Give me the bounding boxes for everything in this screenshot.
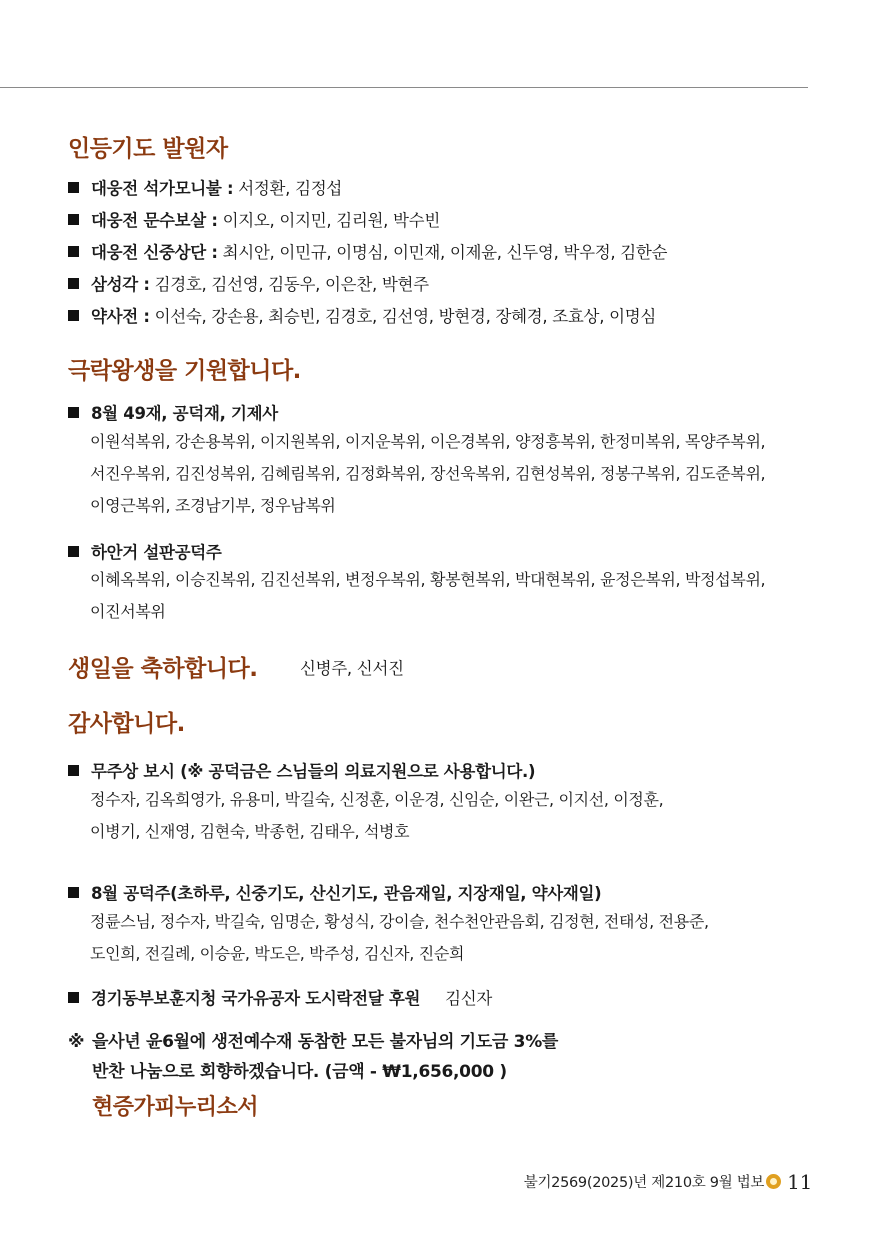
item-label: 대웅전 신중상단 : [91, 243, 218, 262]
list-item [68, 175, 342, 199]
notice-line-2: 반찬 나눔으로 회향하겠습니다. (금액 - ₩1,656,000 ) [92, 1062, 507, 1082]
square-bullet-icon [68, 407, 79, 418]
page-number: 11 [787, 1170, 812, 1194]
names-line: 이진서복위 [90, 602, 166, 621]
list-item [68, 207, 440, 231]
issue-label: 불기2569(2025)년 제210호 9월 법보 [523, 1175, 765, 1191]
notice-recipient: 현증가피누리소서 [92, 1095, 259, 1120]
group-title: 하안거 설판공덕주 [68, 539, 222, 563]
list-item [68, 271, 429, 295]
item-names: 이지오, 이지민, 김리원, 박수빈 [222, 211, 440, 230]
top-divider [0, 87, 808, 88]
names-line: 정륜스님, 정수자, 박길숙, 임명순, 황성식, 강이슬, 천수천안관음회, 김정현, 전태성, 전용준, [90, 912, 709, 931]
square-bullet-icon [68, 310, 79, 321]
names-line: 정수자, 김옥희영가, 유용미, 박길숙, 신정훈, 이운경, 신임순, 이완근, 이지선, 이정훈, [90, 790, 664, 809]
lantern-prayer-heading: 인등기도 발원자 [68, 136, 228, 162]
list-item [68, 239, 667, 263]
names-line: 이영근복위, 조경남기부, 정우남복위 [90, 496, 336, 515]
thanks-heading: 감사합니다. [68, 711, 185, 737]
birthday-names: 신병주, 신서진 [300, 659, 404, 678]
item-label: 대웅전 문수보살 : [91, 211, 218, 230]
reference-mark: ※ [68, 1032, 85, 1052]
item-names: 이선숙, 강손용, 최승빈, 김경호, 김선영, 방현경, 장혜경, 조효상, 이명심 [154, 307, 656, 326]
names-line: 이혜옥복위, 이승진복위, 김진선복위, 변정우복위, 황봉현복위, 박대현복위, 윤정은복위, 박정섭복위, [90, 570, 766, 589]
lotus-icon [766, 1174, 781, 1189]
group-title: 무주상 보시 (※ 공덕금은 스님들의 의료지원으로 사용합니다.) [68, 758, 535, 782]
square-bullet-icon [68, 278, 79, 289]
item-names: 서정환, 김정섭 [238, 179, 342, 198]
square-bullet-icon [68, 546, 79, 557]
birthday-heading: 생일을 축하합니다. [68, 656, 258, 682]
square-bullet-icon [68, 182, 79, 193]
group-title: 8월 공덕주(초하루, 신중기도, 산신기도, 관음재일, 지장재일, 약사재일) [68, 880, 601, 904]
list-item [68, 303, 656, 327]
names-line: 도인희, 전길례, 이승윤, 박도은, 박주성, 김신자, 진순희 [90, 944, 465, 963]
sponsor-names: 김신자 [445, 989, 492, 1008]
names-line: 서진우복위, 김진성복위, 김혜림복위, 김정화복위, 장선욱복위, 김현성복위, 정봉구복위, 김도준복위, [90, 464, 766, 483]
sponsor-row: 경기동부보훈지청 국가유공자 도시락전달 후원 김신자 [68, 985, 492, 1009]
names-line: 이원석복위, 강손용복위, 이지원복위, 이지운복위, 이은경복위, 양정흥복위, 한정미복위, 목양주복위, [90, 432, 766, 451]
rebirth-heading: 극락왕생을 기원합니다. [68, 358, 301, 384]
item-label: 약사전 : [91, 307, 150, 326]
square-bullet-icon [68, 765, 79, 776]
item-names: 김경호, 김선영, 김동우, 이은찬, 박현주 [154, 275, 429, 294]
item-label: 삼성각 : [91, 275, 150, 294]
item-label: 대웅전 석가모니불 : [91, 179, 234, 198]
square-bullet-icon [68, 992, 79, 1003]
square-bullet-icon [68, 246, 79, 257]
page-footer [524, 1170, 812, 1194]
names-line: 이병기, 신재영, 김현숙, 박종헌, 김태우, 석병호 [90, 822, 410, 841]
group-title: 8월 49재, 공덕재, 기제사 [68, 400, 278, 424]
notice-line-1: ※ 을사년 윤6월에 생전예수재 동참한 모든 불자님의 기도금 3%를 [68, 1032, 559, 1052]
square-bullet-icon [68, 887, 79, 898]
square-bullet-icon [68, 214, 79, 225]
item-names: 최시안, 이민규, 이명심, 이민재, 이제윤, 신두영, 박우정, 김한순 [222, 243, 668, 262]
